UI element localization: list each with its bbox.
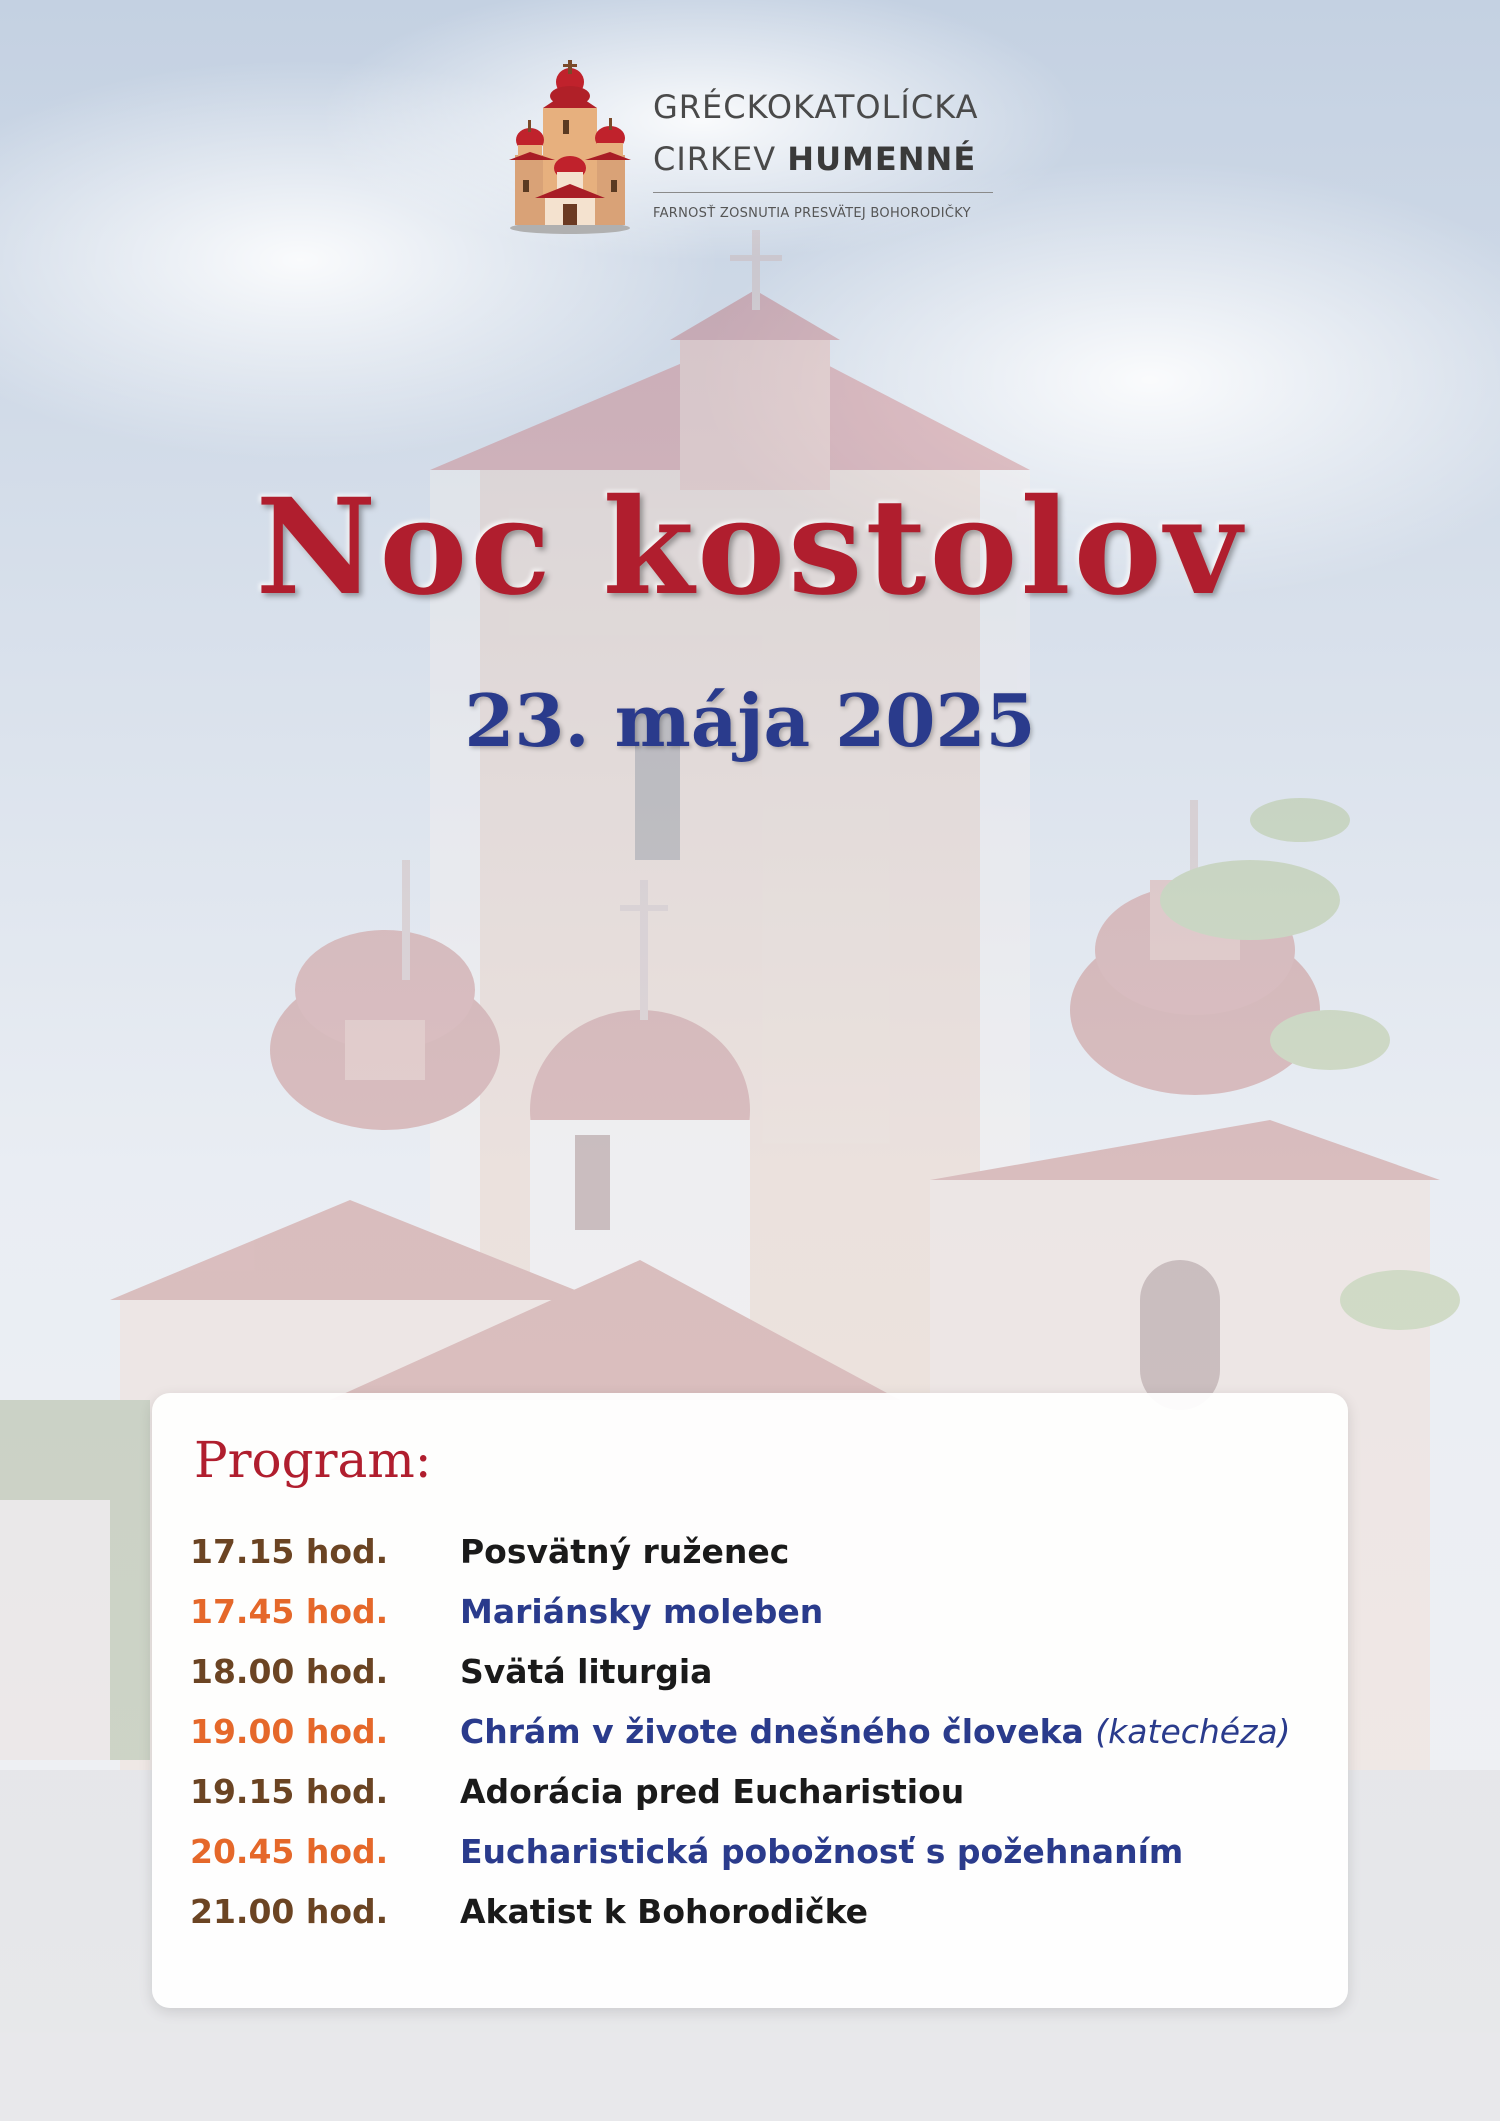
program-time: 17.15 hod. bbox=[190, 1531, 389, 1571]
program-event: Eucharistická pobožnosť s požehnaním bbox=[460, 1831, 1184, 1871]
program-item bbox=[190, 1881, 1330, 1941]
event-date: 23. mája 2025 bbox=[464, 678, 1036, 763]
program-time: 19.00 hod. bbox=[190, 1711, 389, 1751]
program-event: Mariánsky moleben bbox=[460, 1591, 824, 1631]
program-item bbox=[190, 1701, 1330, 1761]
program-event-wrapper bbox=[460, 1712, 1291, 1751]
logo-line1: GRÉCKOKATOLÍCKA bbox=[653, 88, 979, 126]
program-time: 18.00 hod. bbox=[190, 1651, 389, 1691]
logo-line2 bbox=[653, 140, 976, 178]
logo-line2-bold: HUMENNÉ bbox=[787, 140, 977, 178]
church-icon bbox=[505, 60, 635, 235]
program-item bbox=[190, 1761, 1330, 1821]
event-title: Noc kostolov bbox=[255, 470, 1245, 625]
parish-logo bbox=[505, 60, 1005, 240]
program-event-note: (katechéza) bbox=[1095, 1711, 1291, 1751]
logo-divider bbox=[653, 192, 993, 193]
program-card bbox=[152, 1393, 1348, 2008]
program-event: Adorácia pred Eucharistiou bbox=[460, 1771, 965, 1811]
program-item bbox=[190, 1641, 1330, 1701]
program-item bbox=[190, 1821, 1330, 1881]
program-event: Chrám v živote dnešného človeka bbox=[460, 1711, 1084, 1751]
program-time: 17.45 hod. bbox=[190, 1591, 389, 1631]
program-event: Svätá liturgia bbox=[460, 1651, 713, 1691]
program-item bbox=[190, 1521, 1330, 1581]
program-time: 20.45 hod. bbox=[190, 1831, 389, 1871]
program-item bbox=[190, 1581, 1330, 1641]
program-list bbox=[190, 1521, 1330, 1941]
program-event: Akatist k Bohorodičke bbox=[460, 1891, 869, 1931]
logo-subtitle: FARNOSŤ ZOSNUTIA PRESVÄTEJ BOHORODIČKY bbox=[653, 206, 971, 221]
program-heading: Program: bbox=[194, 1431, 432, 1489]
program-event: Posvätný ruženec bbox=[460, 1531, 790, 1571]
program-time: 21.00 hod. bbox=[190, 1891, 389, 1931]
logo-line2-prefix: CIRKEV bbox=[653, 140, 777, 178]
program-time: 19.15 hod. bbox=[190, 1771, 389, 1811]
